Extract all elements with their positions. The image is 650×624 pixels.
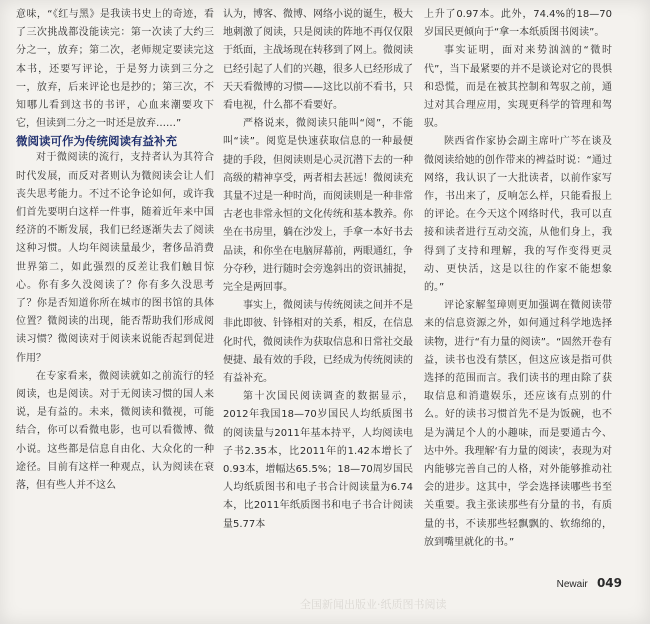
column-2 bbox=[223, 6, 413, 534]
section-heading: 微阅读可作为传统阅读有益补充 bbox=[16, 134, 177, 149]
magazine-brand: Newair bbox=[556, 579, 588, 590]
intro-paragraph: 意味，“《红与黑》是我读书史上的奇迹，看了三次挑战都没能读完：第一次读了大约三分之一，放弃；第二次，老师规定要读完这本书，还要写评论，于是努力读到三分之一，放弃，后来评论也是抄的；第三次，不知哪儿看到这书的书评，心血来潮要攻下它，但读到二分之一时还是放弃……” bbox=[16, 9, 214, 130]
page-number: 049 bbox=[596, 576, 622, 590]
paragraph: 第十次国民阅读调查的数据显示，2012年我国18—70岁国民人均纸质图书的阅读量与2011年基本持平，人均阅读电子书2.35本，比2011年的1.42本增长了0.93本，增幅达65.5%；18—70周岁国民人均纸质图书和电子书合计阅读量为6.74本，比2011年纸质图书和电子书合计阅读量5.77本 bbox=[223, 391, 413, 530]
paragraph: 评论家解玺璋则更加强调在微阅读带来的信息资源之外，如何通过科学地选择读物，进行“有力量的阅读”。“固然开卷有益，读书也没有禁区，但这应该是指可供选择的范围而言。我们读书的理由除了获取信息和消遣娱乐，还应该有点别的什么。好的读书习惯首先不是为饭碗，也不是为满足个人的小趣味，而是要通古今、达中外。我理解‘有力量的阅读’，表现为对内能够完善自己的人格，对外能够推动社会的进步。这其中，学会选择读哪些书至关重要。我主张读那些有分量的书，有质量的书，不读那些轻飘飘的、软绵绵的，放到嘴里就化的书。” bbox=[424, 300, 612, 548]
column-3 bbox=[424, 6, 612, 552]
show-through-text: 全国新闻出版业·纸质图书阅读 bbox=[300, 598, 447, 610]
paragraph: 在专家看来，微阅读就如之前流行的轻阅读，也是阅读。对于无阅读习惯的国人来说，是有益的。未来，微阅读和微视，可能结合，你可以看微电影，也可以看微博、微小说。这些都是信息自由化、大众化的一种途径。目前有这样一种观点，认为阅读在衰落，但有些人并不这么 bbox=[16, 370, 214, 492]
paragraph: 认为，博客、微博、网络小说的诞生，极大地刺激了阅读，只是阅读的阵地不再仅仅限于纸面，主战场现在转移到了网上。微阅读已经引起了人们的兴趣，很多人已经形成了天天看微博的习惯——这比以前不看书，只看电视，什么都不看要好。 bbox=[223, 9, 413, 112]
paragraph: 对于微阅读的流行，支持者认为其符合时代发展，而反对者则认为微阅读会让人们丧失思考能力。不过不论争论如何，或许我们首先要明白这样一件事，随着近年来中国经济的不断发展，我们已经逐渐失去了阅读这种习惯。人均年阅读量最少，奢侈品消费世界第二，如此强烈的反差让我们触目惊心。你有多久没阅读了？你有多久没思考了？你是否知道你所在城市的图书馆的具体位置？微阅读的出现，能否帮助我们形成阅读习惯？微阅读对于阅读来说能否起到促进作用？ bbox=[16, 152, 214, 364]
paragraph: 陕西省作家协会副主席叶广芩在谈及微阅读给她的创作带来的裨益时说：“通过网络，我认识了一大批读者，以前作家写作，书出来了，反响怎么样，只能看报上的评论。在今天这个网络时代，我可以直接和读者进行互动交流，从他们身上，我得到了支持和理解，我的写作变得更灵动、更快活，这是以往的作家不能想象的。” bbox=[424, 136, 612, 294]
paragraph: 严格说来，微阅读只能叫“阅”，不能叫“读”。阅览是快速获取信息的一种最便捷的手段，但阅读则是心灵沉潜下去的一种高级的精神享受，两者相去甚远！微阅读充其量不过是一种时尚，而阅读则是一种非常古老也非常永恒的文化传统和基本教养。你坐在书房里，躺在沙发上，手拿一本好书去品读，和你坐在电脑屏幕前，两眼通红，争分夺秒，进行随时会旁逸斜出的资讯捕捉，完全是两回事。 bbox=[223, 118, 413, 294]
paragraph: 事实上，微阅读与传统阅读之间并不是非此即彼、针锋相对的关系，相反，在信息化时代，微阅读作为获取信息和日常社交最便捷、最有效的手段，已经成为传统阅读的有益补充。 bbox=[223, 300, 413, 385]
paragraph: 事实证明，面对来势汹汹的“微时代”，当下最紧要的并不是谈论对它的畏惧和恐慌，而是在被其控制和驾驭之前，通过对其合理应用，实现更科学的管理和驾驭。 bbox=[424, 45, 612, 130]
column-1 bbox=[16, 6, 214, 495]
page-footer bbox=[557, 576, 622, 590]
paragraph: 上升了0.97本。此外，74.4%的18—70岁国民更倾向于“拿一本纸质图书阅读”。 bbox=[424, 9, 612, 39]
